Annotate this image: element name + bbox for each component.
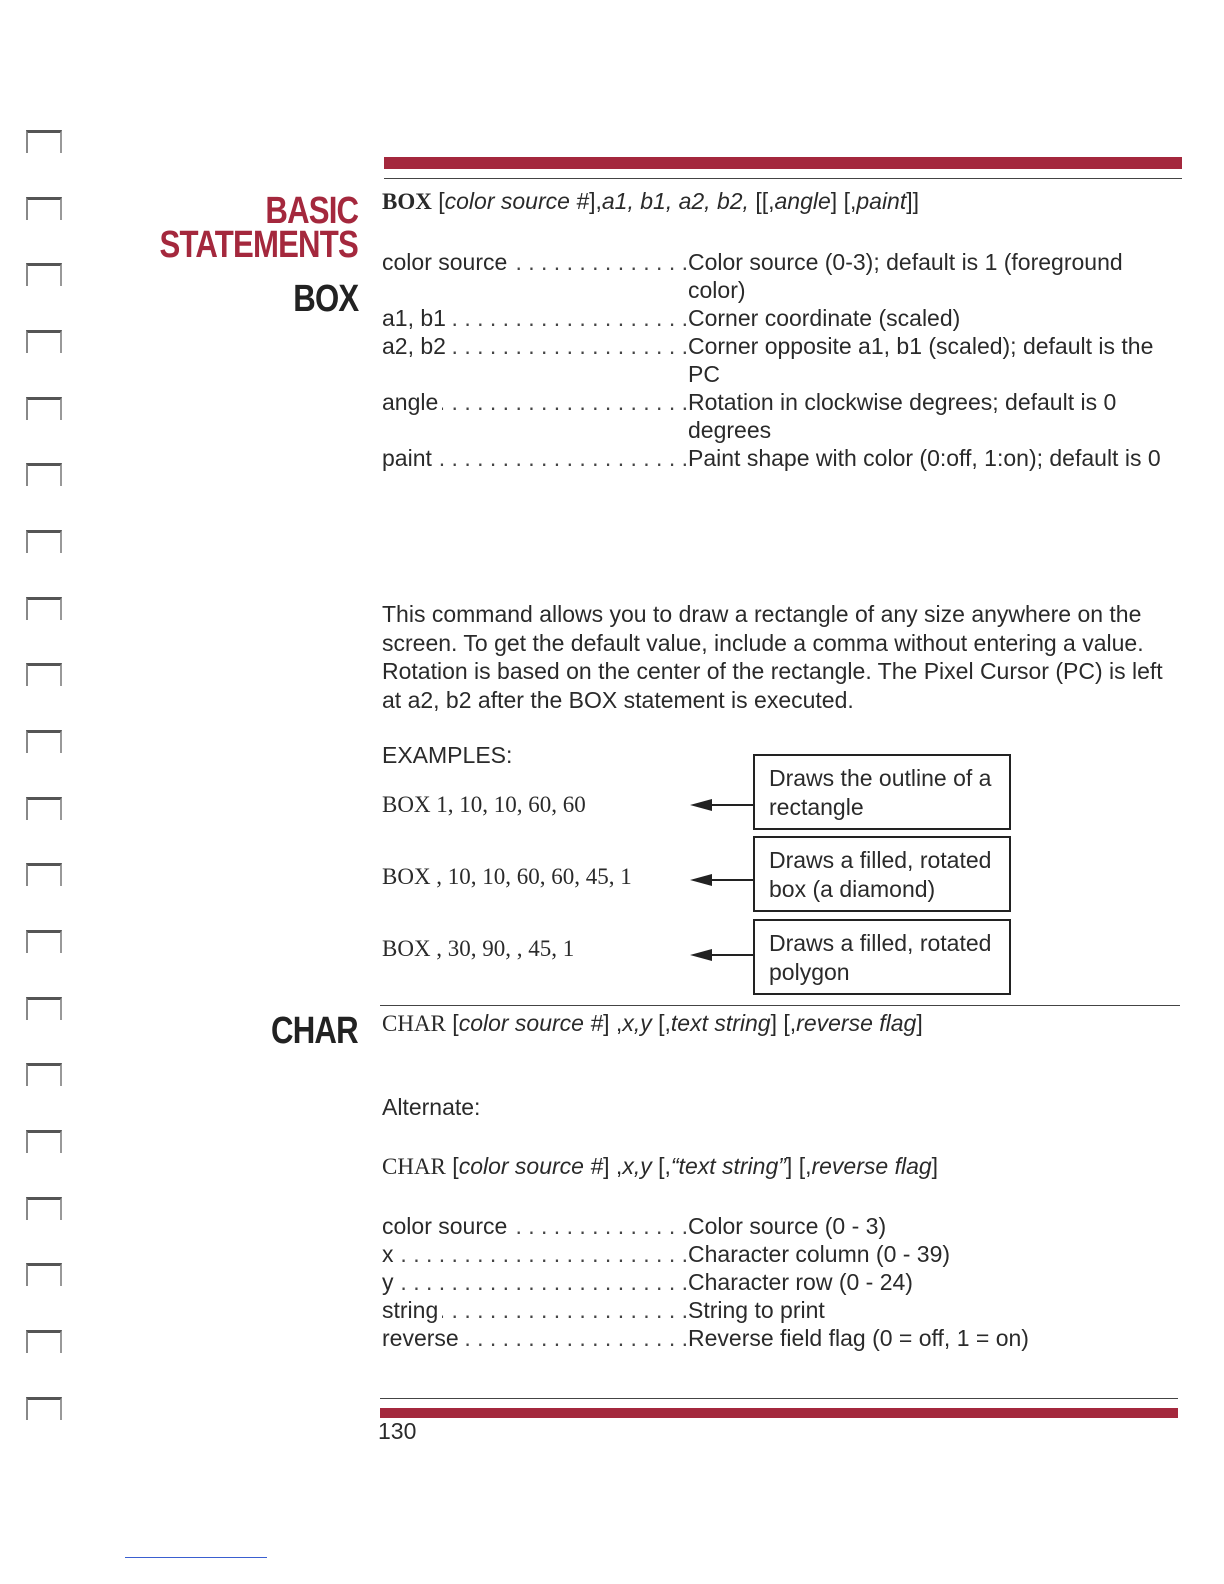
param-name: string [382, 1297, 442, 1323]
param-name: y [382, 1269, 398, 1295]
syntax-text: “text string” [670, 1153, 786, 1179]
syntax-punct: [ [431, 188, 445, 214]
param-row [382, 248, 1182, 304]
binding-mark [26, 730, 62, 753]
syntax-punct: [ [445, 1010, 459, 1036]
syntax-punct: [, [651, 1010, 671, 1036]
syntax-text: text string [670, 1010, 771, 1036]
param-desc: Character column (0 - 39) [688, 1241, 951, 1267]
bottom-rule [380, 1398, 1178, 1399]
example-code: BOX 1, 10, 10, 60, 60 [382, 792, 586, 817]
section-heading-statements: STATEMENTS [159, 224, 358, 266]
char-syntax [382, 1010, 923, 1037]
syntax-punct: ] [, [785, 1153, 812, 1179]
binding-mark [26, 930, 62, 953]
param-name: reverse [382, 1325, 463, 1351]
box-syntax [382, 188, 919, 215]
binding-mark [26, 330, 62, 353]
examples-label: EXAMPLES: [382, 742, 513, 768]
syntax-punct: ] [, [770, 1010, 797, 1036]
syntax-color-source: color source # [458, 1010, 604, 1036]
param-row [382, 1212, 1182, 1240]
syntax-color-source: color source # [444, 188, 590, 214]
param-row [382, 444, 1182, 472]
syntax-punct: [, [651, 1153, 671, 1179]
binding-mark [26, 1130, 62, 1153]
syntax-reverse: reverse flag [796, 1010, 917, 1036]
syntax-punct: ]] [906, 188, 920, 214]
example-note: Draws the outline of a rectangle [753, 754, 1011, 830]
param-desc: Character row (0 - 24) [688, 1269, 913, 1295]
binding-mark [26, 1197, 62, 1220]
page-number: 130 [378, 1418, 417, 1444]
heading-box: BOX [292, 278, 358, 320]
param-desc: String to print [688, 1297, 825, 1323]
arrow-line [708, 954, 754, 956]
box-parameter-list [382, 248, 1182, 472]
syntax-xy: x,y [622, 1010, 652, 1036]
binding-mark [26, 397, 62, 420]
param-name: a1, b1 [382, 305, 450, 331]
param-name: angle [382, 389, 442, 415]
arrow-line [708, 804, 754, 806]
example-code: BOX , 30, 90, , 45, 1 [382, 936, 575, 961]
binding-mark [26, 863, 62, 886]
param-desc: Color source (0 - 3) [688, 1213, 887, 1239]
top-accent-bar [384, 157, 1182, 169]
syntax-punct: ], [589, 188, 602, 214]
param-name: color source [382, 249, 511, 275]
syntax-coords: a1, b1, a2, b2, [601, 188, 749, 214]
top-rule [384, 178, 1182, 179]
syntax-keyword: CHAR [382, 1011, 446, 1036]
example-note: Draws a filled, rotated polygon [753, 919, 1011, 995]
box-description: This command allows you to draw a rectangle of any size anywhere on the screen. To get the default value, include a comma without entering a value. Rotation is based on the center of the rectangle. The Pixel Cursor (PC) is left at a2, b2 after the BOX statement is executed. [382, 601, 1163, 713]
bottom-accent-bar [380, 1408, 1178, 1418]
param-desc: Paint shape with color (0:off, 1:on); default is 0 [688, 445, 1161, 471]
scan-artifact-line [125, 1557, 267, 1558]
syntax-angle: angle [774, 188, 831, 214]
param-desc: Rotation in clockwise degrees; default is 0 degrees [688, 389, 1117, 443]
param-desc: Color source (0-3); default is 1 (foreground color) [688, 249, 1123, 303]
syntax-keyword: BOX [382, 189, 432, 214]
binding-mark [26, 597, 62, 620]
char-parameter-list [382, 1212, 1182, 1352]
binding-mark [26, 1063, 62, 1086]
param-row [382, 332, 1182, 388]
binding-mark [26, 663, 62, 686]
binding-mark [26, 530, 62, 553]
param-name: color source [382, 1213, 511, 1239]
param-name: a2, b2 [382, 333, 450, 359]
syntax-reverse: reverse flag [811, 1153, 932, 1179]
char-alt-syntax [382, 1153, 938, 1180]
syntax-punct: ] [916, 1010, 923, 1036]
syntax-punct: ] , [603, 1153, 623, 1179]
binding-mark [26, 463, 62, 486]
syntax-punct: [ [445, 1153, 459, 1179]
param-desc: Corner opposite a1, b1 (scaled); default is the PC [688, 333, 1154, 387]
syntax-xy: x,y [622, 1153, 652, 1179]
binding-mark [26, 130, 62, 153]
alternate-label: Alternate: [382, 1094, 481, 1120]
param-name: paint [382, 445, 436, 471]
param-desc: Reverse field flag (0 = off, 1 = on) [688, 1325, 1029, 1351]
binding-mark [26, 797, 62, 820]
arrow-line [708, 879, 754, 881]
section-heading-basic: BASIC [265, 190, 358, 232]
param-name: x [382, 1241, 398, 1267]
syntax-punct: ] [, [830, 188, 857, 214]
syntax-punct: ] [931, 1153, 939, 1179]
binding-mark [26, 263, 62, 286]
param-row [382, 1268, 1182, 1296]
binding-mark [26, 997, 62, 1020]
syntax-paint: paint [856, 188, 907, 214]
heading-char: CHAR [271, 1010, 358, 1052]
example-note: Draws a filled, rotated box (a diamond) [753, 836, 1011, 912]
binding-mark [26, 1397, 62, 1420]
binding-mark [26, 1330, 62, 1353]
param-row [382, 1296, 1182, 1324]
syntax-punct: ] , [603, 1010, 623, 1036]
param-desc: Corner coordinate (scaled) [688, 305, 961, 331]
syntax-color-source: color source # [458, 1153, 604, 1179]
param-row [382, 1324, 1182, 1352]
binding-mark [26, 197, 62, 220]
example-code: BOX , 10, 10, 60, 60, 45, 1 [382, 864, 632, 889]
syntax-punct: [[, [748, 188, 775, 214]
param-row [382, 304, 1182, 332]
syntax-keyword: CHAR [382, 1154, 446, 1179]
param-row [382, 388, 1182, 444]
binding-mark [26, 1263, 62, 1286]
param-row [382, 1240, 1182, 1268]
section-divider [380, 1005, 1180, 1006]
